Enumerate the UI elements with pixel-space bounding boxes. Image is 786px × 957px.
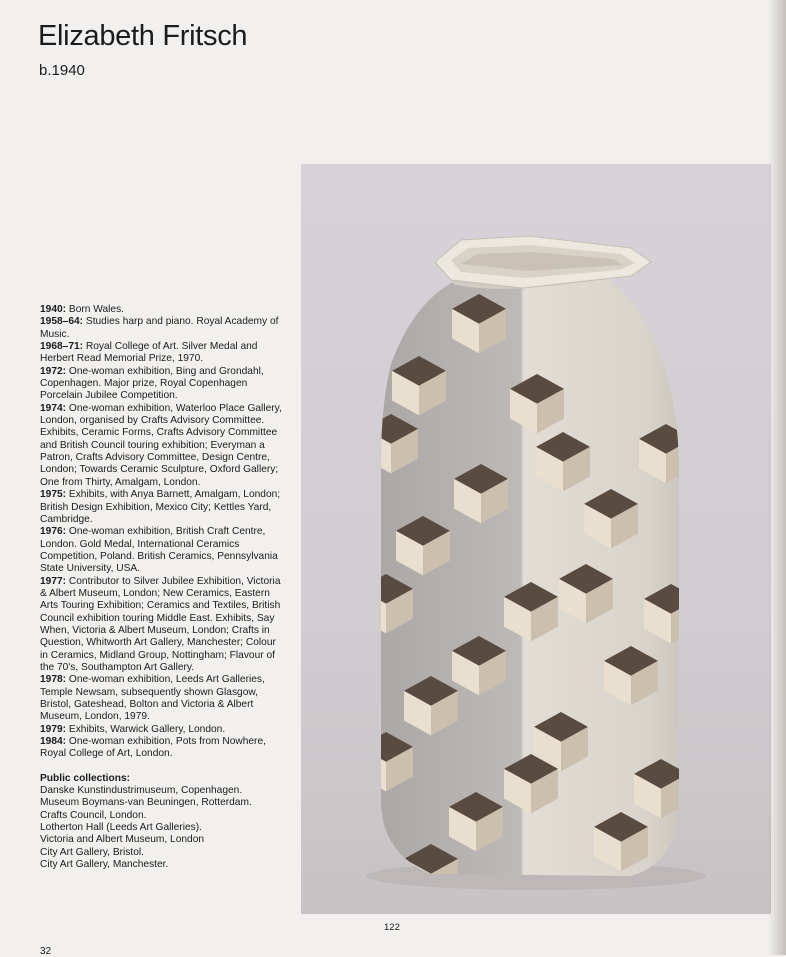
biography-year: 1974: bbox=[40, 402, 67, 414]
biography-entry bbox=[40, 489, 285, 526]
public-collections bbox=[40, 773, 285, 872]
biography-year: 1975: bbox=[40, 489, 67, 501]
biography-entry bbox=[40, 674, 285, 723]
biography-detail: Contributor to Silver Jubilee Exhibition, Victoria & Albert Museum, London; New Ceramics, Eastern Arts Touring Exhibition; Ceramics and Textiles, British Council exhibition touring Middle East. Exhibits, Say When, Victoria & Albert Museum, London; Crafts in Question, Whitworth Art Gallery, Manchester; Colour in Ceramics, Midland Group, Nottingham; Flavour of the 70's, Southampton Art Gallery. bbox=[40, 575, 281, 673]
biography-entry bbox=[40, 341, 285, 366]
biography-detail: One-woman exhibition, Bing and Grondahl, Copenhagen. Major prize, Royal Copenhagen Porcelain Jubilee Competition. bbox=[40, 365, 264, 402]
biography-detail: Exhibits, Warwick Gallery, London. bbox=[66, 723, 226, 735]
biography-detail: Royal College of Art. Silver Medal and Herbert Read Memorial Prize, 1970. bbox=[40, 341, 258, 365]
biography-entry bbox=[40, 366, 285, 403]
biography-year: 1977: bbox=[40, 575, 67, 587]
plate-number: 122 bbox=[384, 922, 400, 933]
biography-detail: Studies harp and piano. Royal Academy of Music. bbox=[40, 316, 279, 340]
biography-detail: One-woman exhibition, Waterloo Place Gallery, London, organised by Crafts Advisory Committee. Exhibits, Ceramic Forms, Crafts Advisory Committee and British Council touring exhibition; Everyman a Patron, Crafts Advisory Committee, Design Centre, London; Towards Ceramic Sculpture, Oxford Gallery; One from Thirty, Amalgam, London. bbox=[40, 402, 282, 488]
biography-year: 1958–64: bbox=[40, 316, 84, 328]
biography-entry bbox=[40, 304, 285, 316]
biography-entry bbox=[40, 576, 285, 675]
collection-item: Crafts Council, London. bbox=[40, 809, 147, 821]
collections-title: Public collections: bbox=[40, 772, 131, 784]
biography-detail: One-woman exhibition, British Craft Centre, London. Gold Medal, International Ceramics Competition, Poland. British Ceramics, Pennsylvania State University, USA. bbox=[40, 526, 278, 575]
biography-detail: Exhibits, with Anya Barnett, Amalgam, London; British Design Exhibition, Mexico City; Kettles Yard, Cambridge. bbox=[40, 489, 281, 525]
biography-year: 1972: bbox=[40, 365, 67, 377]
artist-name: Elizabeth Fritsch bbox=[38, 20, 248, 52]
biography-year: 1978: bbox=[40, 674, 67, 686]
biography-entry bbox=[40, 526, 285, 575]
biography-text bbox=[40, 304, 285, 871]
vase-body bbox=[359, 254, 701, 903]
biography-entry bbox=[40, 724, 285, 736]
collection-item: Museum Boymans-van Beuningen, Rotterdam. bbox=[40, 797, 252, 809]
biography-year: 1979: bbox=[40, 723, 67, 735]
biography-year: 1976: bbox=[40, 526, 67, 538]
collection-item: Lotherton Hall (Leeds Art Galleries). bbox=[40, 822, 202, 834]
biography-detail: One-woman exhibition, Leeds Art Galleries, Temple Newsam, subsequently shown Glasgow, Bristol, Gateshead, Bolton and Victoria & Albert Museum, London, 1979. bbox=[40, 674, 265, 723]
biography-entry bbox=[40, 403, 285, 489]
collection-item: Danske Kunstindustrimuseum, Copenhagen. bbox=[40, 785, 243, 797]
biography-detail: Born Wales. bbox=[66, 304, 124, 315]
birth-year: b.1940 bbox=[39, 62, 85, 79]
page-gutter-shadow bbox=[768, 0, 786, 955]
collection-item: Victoria and Albert Museum, London bbox=[40, 834, 205, 846]
collection-item: City Art Gallery, Bristol. bbox=[40, 846, 144, 858]
biography-year: 1968–71: bbox=[40, 341, 84, 353]
collection-item: City Art Gallery, Manchester. bbox=[40, 859, 169, 871]
collections-list bbox=[40, 785, 285, 871]
biography-year: 1984: bbox=[40, 736, 67, 748]
biography-entry bbox=[40, 736, 285, 761]
biography-year: 1940: bbox=[40, 304, 67, 315]
vase-photograph bbox=[301, 164, 771, 914]
biography-entry bbox=[40, 316, 285, 341]
page-number: 32 bbox=[40, 946, 52, 957]
biography-detail: One-woman exhibition, Pots from Nowhere, Royal College of Art, London. bbox=[40, 736, 266, 760]
biography-entries bbox=[40, 304, 285, 761]
vase-illustration bbox=[301, 164, 771, 914]
